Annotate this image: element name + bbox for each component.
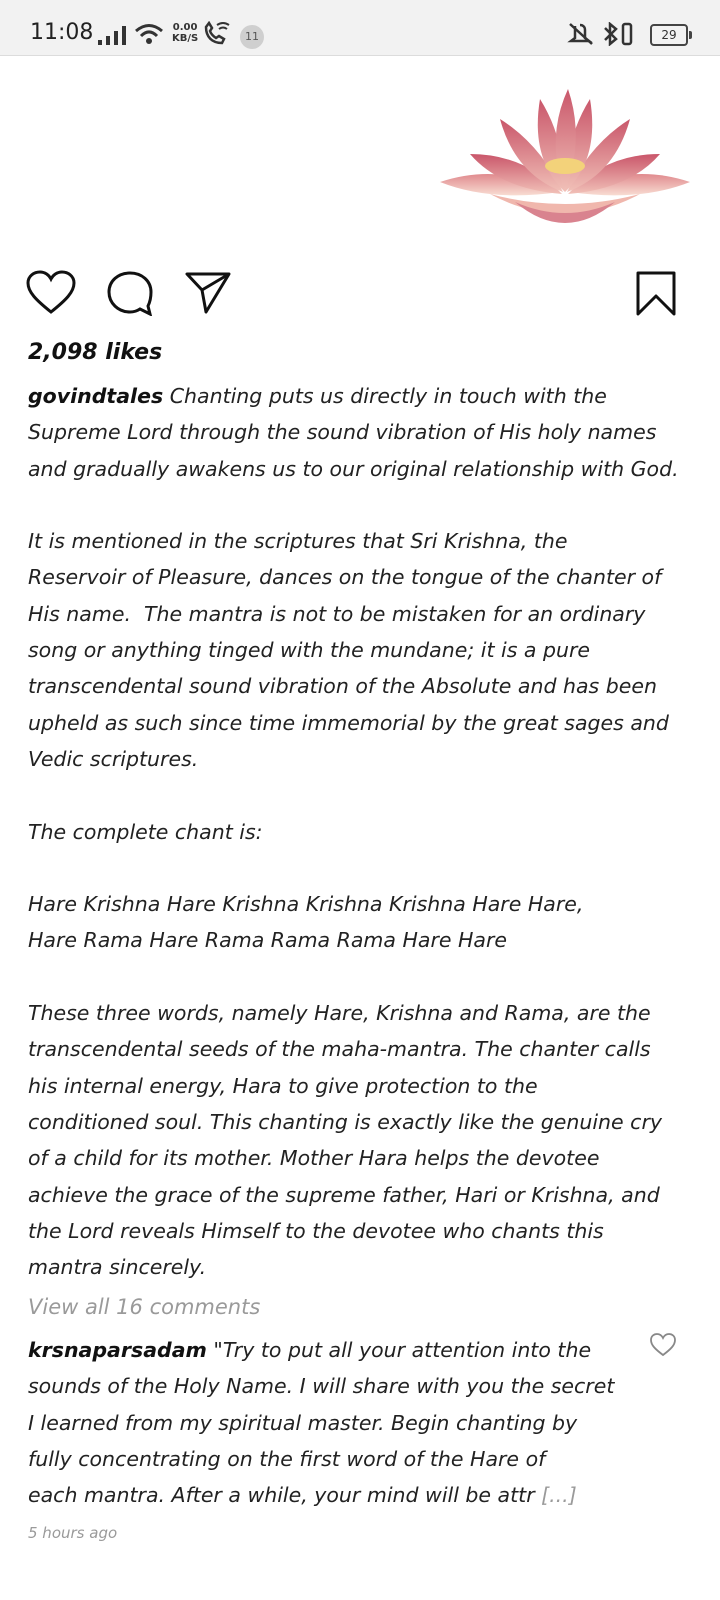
- caption-username[interactable]: govindtales: [28, 384, 164, 408]
- wifi-icon: [134, 22, 164, 46]
- notification-count-badge: 11: [240, 25, 264, 49]
- lotus-flower-image[interactable]: [430, 84, 700, 244]
- heart-icon[interactable]: [26, 270, 76, 316]
- comment-more-link[interactable]: [...]: [541, 1483, 577, 1508]
- network-speed-value: 0.00: [172, 22, 198, 33]
- post-action-bar: [0, 270, 720, 320]
- bluetooth-icon: [603, 22, 619, 46]
- wifi-call-icon: [202, 21, 230, 47]
- mute-icon: [567, 22, 595, 46]
- view-all-comments-link[interactable]: View all 16 comments: [28, 1295, 261, 1319]
- comment-item: [28, 1332, 638, 1513]
- status-bar: [0, 0, 720, 56]
- likes-count[interactable]: 2,098 likes: [28, 340, 163, 365]
- bookmark-icon[interactable]: [634, 270, 678, 318]
- comment-icon[interactable]: [106, 270, 154, 316]
- share-icon[interactable]: [184, 270, 232, 316]
- comment-timestamp: 5 hours ago: [28, 1524, 118, 1542]
- network-speed-unit: KB/S: [172, 33, 199, 44]
- comment-username[interactable]: krsnaparsadam: [28, 1338, 207, 1362]
- network-speed: [172, 22, 198, 44]
- battery-icon: 29: [650, 24, 688, 46]
- vibrate-icon: [620, 22, 634, 46]
- comment-text: "Try to put all your attention into the sounds of the Holy Name. I will share with you the secret I learned from my spiritual master. Begin chanting by fully concentrating on the first word of the Hare of each mantra. After a while, your mind will be attr: [28, 1338, 615, 1508]
- comment-like-heart-icon[interactable]: [650, 1333, 676, 1357]
- post-caption: [28, 378, 698, 1285]
- status-time: 11:08: [30, 20, 94, 45]
- caption-text: Chanting puts us directly in touch with the Supreme Lord through the sound vibration of His holy names and gradually awakens us to our original relationship with God. It is mentioned in the scriptures that Sri Krishna, the Reservoir of Pleasure, dances on the tongue of the chanter of His name. The mantra is not to be mistaken for an ordinary song or anything tinged with the mundane; it is a pure transcendental sound vibration of the Absolute and has been upheld as such since time immemorial by the great sages and Vedic scriptures. The complete chant is: Hare Krishna Hare Krishna Krishna Krishna Hare Hare, Hare Rama Hare Rama Rama Rama Hare Hare These three words, namely Hare, Krishna and Rama, are the transcendental seeds of the maha-mantra. The chanter calls his internal energy, Hara to give protection to the conditioned soul. This chanting is exactly like the genuine cry of a child for its mother. Mother Hara helps the devotee achieve the grace of the supreme father, Hari or Krishna, and the Lord reveals Himself to the devotee who chants this mantra sincerely.: [28, 384, 679, 1280]
- signal-icon: [98, 24, 128, 46]
